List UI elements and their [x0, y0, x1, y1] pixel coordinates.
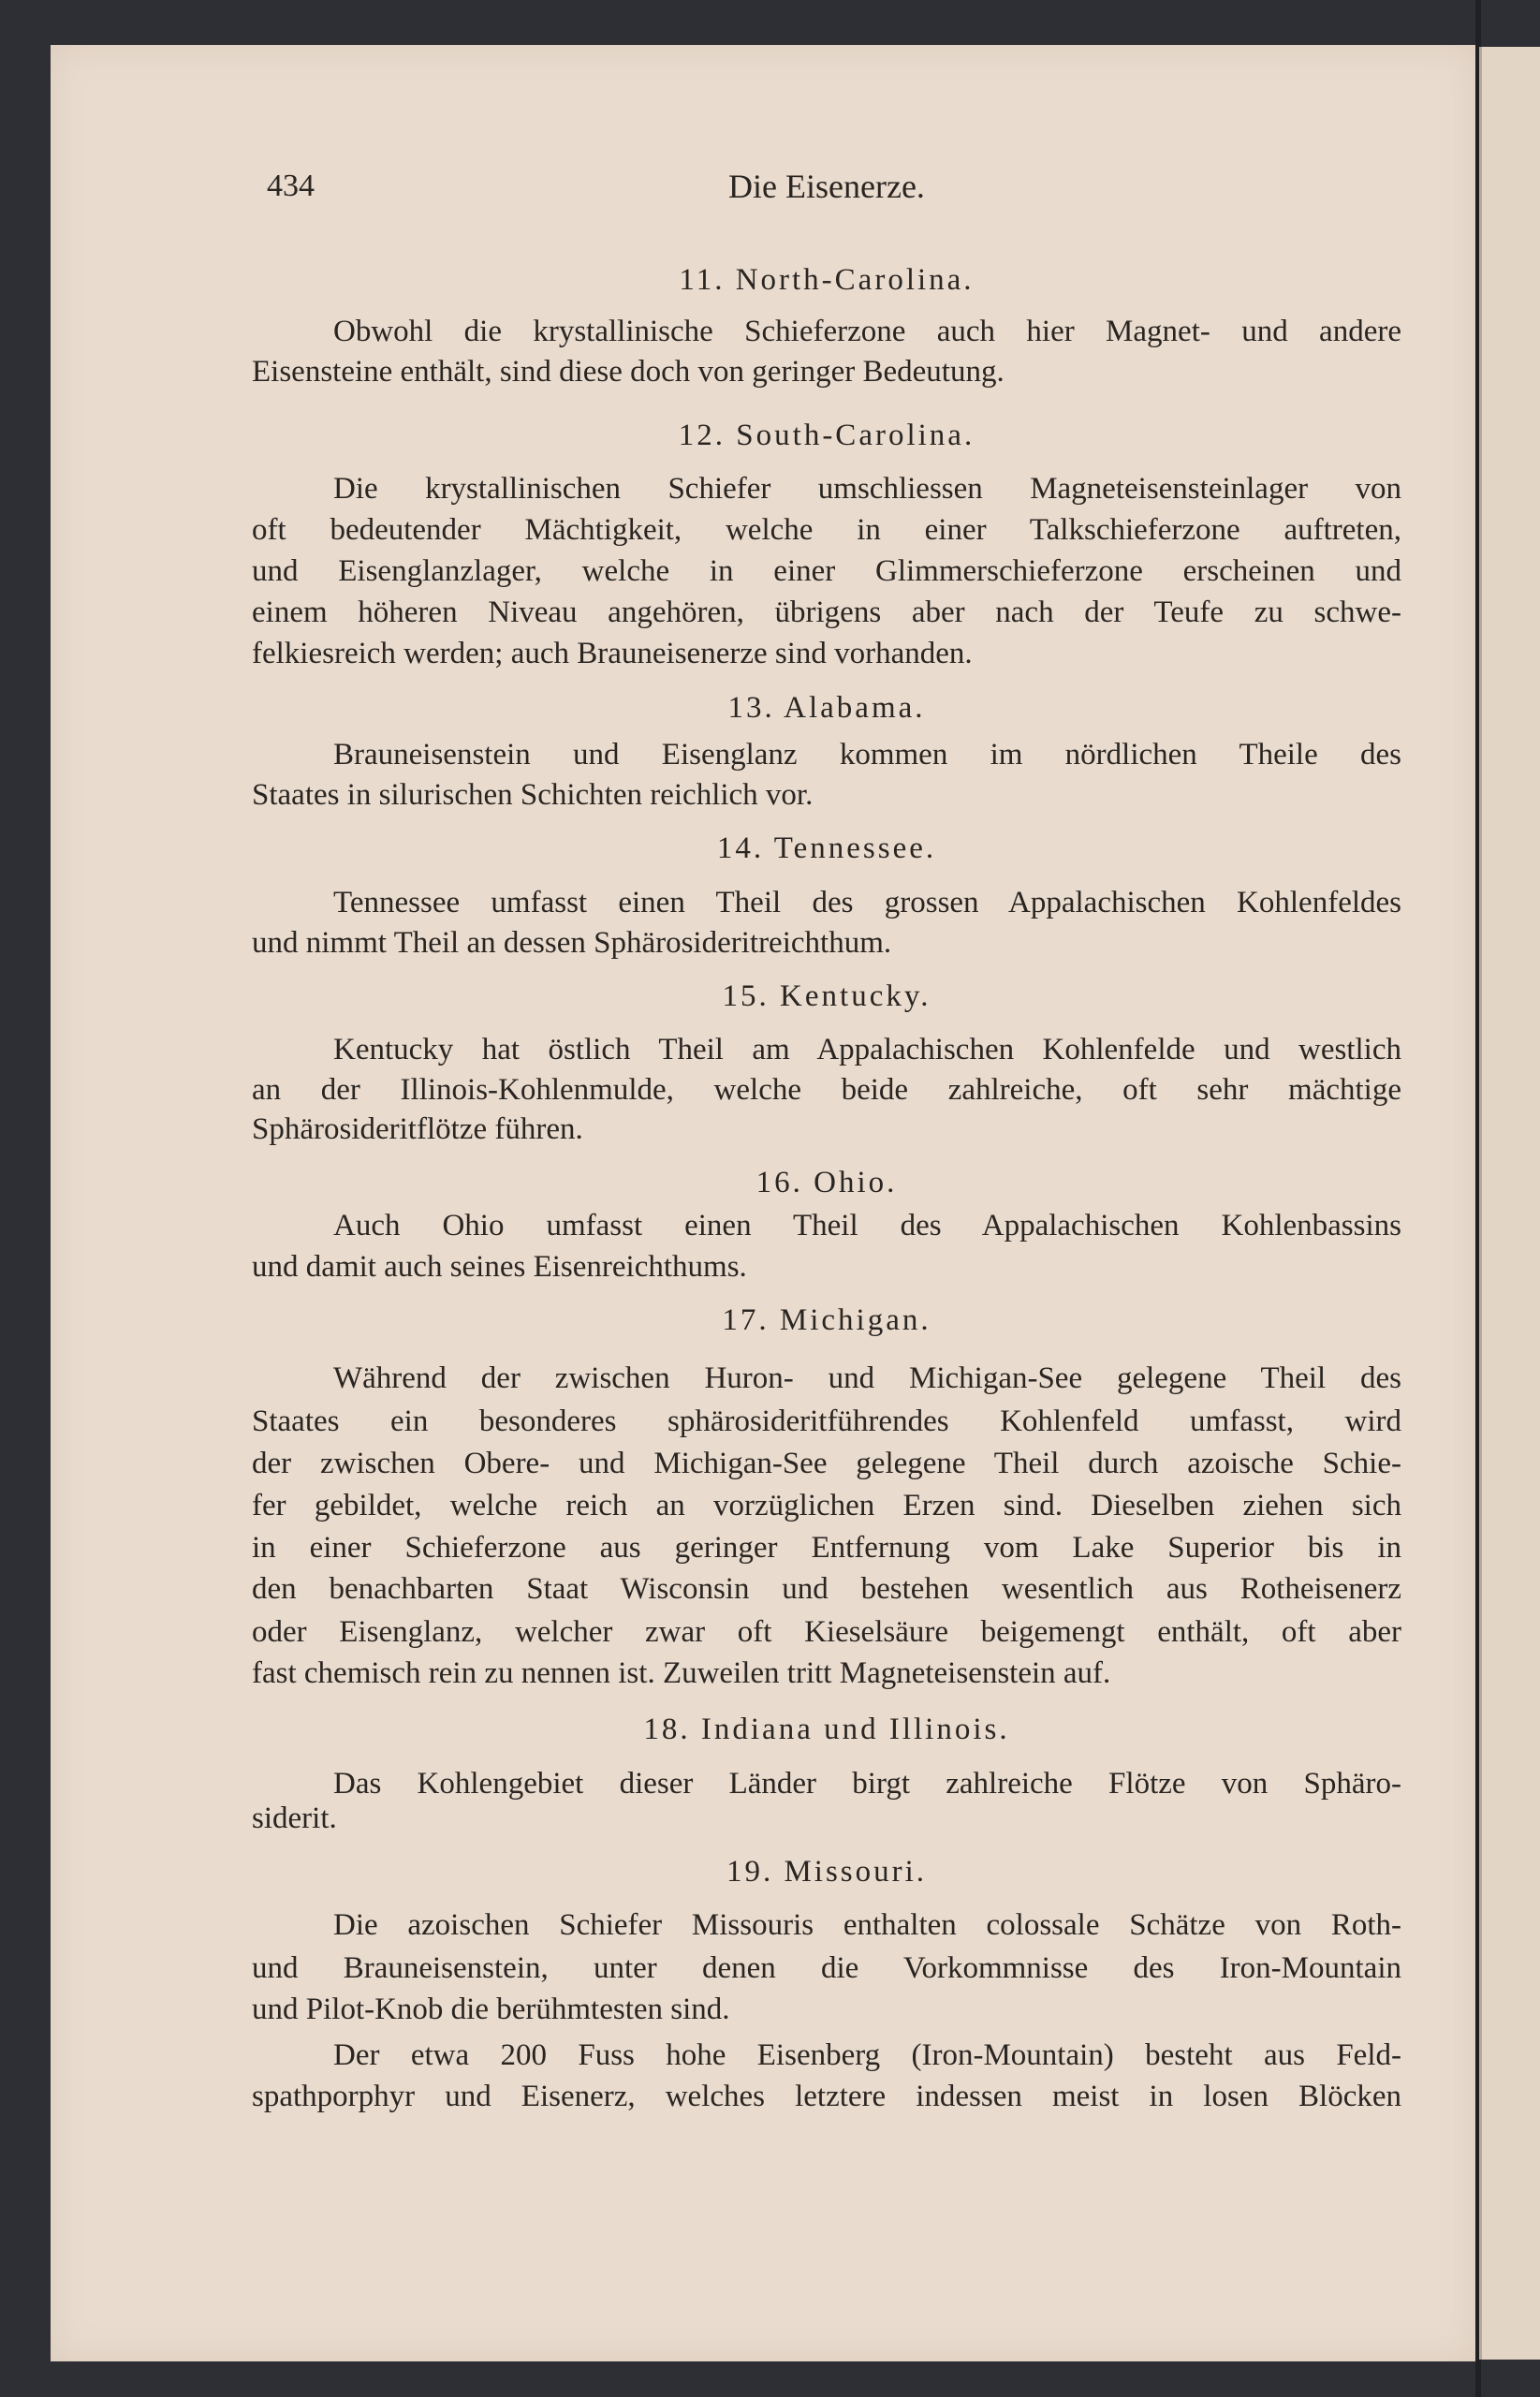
text-line: Eisensteine enthält, sind diese doch von geringer Bedeutung. — [252, 355, 1005, 389]
text-line: Während der zwischen Huron- und Michigan-See gelegene Theil des — [333, 1361, 1401, 1395]
text-line: spathporphyr und Eisenerz, welches letztere indessen meist in losen Blöcken — [252, 2080, 1401, 2113]
text-line: Sphärosideritflötze führen. — [252, 1112, 583, 1146]
text-line: Obwohl die krystallinische Schieferzone auch hier Magnet- und andere — [333, 315, 1401, 348]
section-heading: 16. Ohio. — [755, 1166, 898, 1199]
text-line: fer gebildet, welche reich an vorzüglichen Erzen sind. Dieselben ziehen sich — [252, 1489, 1401, 1522]
section-heading: 12. South-Carolina. — [678, 419, 975, 452]
text-line: und Pilot-Knob die berühmtesten sind. — [252, 1993, 730, 2026]
text-line: Die azoischen Schiefer Missouris enthalten colossale Schätze von Roth- — [333, 1908, 1401, 1942]
text-line: felkiesreich werden; auch Brauneisenerze sind vorhanden. — [252, 637, 973, 670]
text-line: Tennessee umfasst einen Theil des grossen Appalachischen Kohlenfeldes — [333, 886, 1401, 919]
text-line: Staates ein besonderes sphärosideritführendes Kohlenfeld umfasst, wird — [252, 1404, 1401, 1438]
text-line: und Brauneisenstein, unter denen die Vorkommnisse des Iron-Mountain — [252, 1951, 1401, 1985]
text-line: in einer Schieferzone aus geringer Entfernung vom Lake Superior bis in — [252, 1531, 1401, 1565]
section-heading: 17. Michigan. — [722, 1303, 931, 1337]
text-line: den benachbarten Staat Wisconsin und bestehen wesentlich aus Rotheisenerz — [252, 1572, 1401, 1606]
text-line: Staates in silurischen Schichten reichlich vor. — [252, 778, 814, 812]
text-line: und nimmt Theil an dessen Sphärosideritreichthum. — [252, 926, 892, 960]
text-line: an der Illinois-Kohlenmulde, welche beide zahlreiche, oft sehr mächtige — [252, 1073, 1401, 1107]
text-line: der zwischen Obere- und Michigan-See gelegene Theil durch azoische Schie- — [252, 1447, 1401, 1480]
text-line: siderit. — [252, 1801, 337, 1835]
text-line: einem höheren Niveau angehören, übrigens aber nach der Teufe zu schwe- — [252, 596, 1401, 629]
page-number: 434 — [267, 169, 315, 203]
text-line: und damit auch seines Eisenreichthums. — [252, 1250, 747, 1284]
section-heading: 14. Tennessee. — [716, 831, 937, 865]
section-heading: 13. Alabama. — [727, 691, 926, 725]
text-line: Brauneisenstein und Eisenglanz kommen im nördlichen Theile des — [333, 738, 1401, 772]
text-line: Auch Ohio umfasst einen Theil des Appalachischen Kohlenbassins — [333, 1209, 1401, 1243]
text-line: und Eisenglanzlager, welche in einer Glimmerschieferzone erscheinen und — [252, 554, 1401, 588]
text-line: Die krystallinischen Schiefer umschliessen Magneteisensteinlager von — [333, 472, 1401, 506]
text-line: fast chemisch rein zu nennen ist. Zuweilen tritt Magneteisenstein auf. — [252, 1656, 1111, 1690]
text-line: Kentucky hat östlich Theil am Appalachischen Kohlenfelde und westlich — [333, 1033, 1401, 1066]
text-line: oder Eisenglanz, welcher zwar oft Kieselsäure beigemengt enthält, oft aber — [252, 1615, 1401, 1649]
running-title: Die Eisenerze. — [728, 168, 925, 205]
text-line: Das Kohlengebiet dieser Länder birgt zahlreiche Flötze von Sphäro- — [333, 1767, 1401, 1801]
adjacent-page-edge — [1479, 47, 1540, 2360]
section-heading: 18. Indiana und Illinois. — [643, 1713, 1010, 1746]
section-heading: 11. North-Carolina. — [679, 263, 975, 297]
section-heading: 19. Missouri. — [726, 1855, 928, 1889]
text-line: Der etwa 200 Fuss hohe Eisenberg (Iron-Mountain) besteht aus Feld- — [333, 2038, 1401, 2072]
text-line: oft bedeutender Mächtigkeit, welche in einer Talkschieferzone auftreten, — [252, 513, 1401, 547]
section-heading: 15. Kentucky. — [722, 979, 931, 1013]
